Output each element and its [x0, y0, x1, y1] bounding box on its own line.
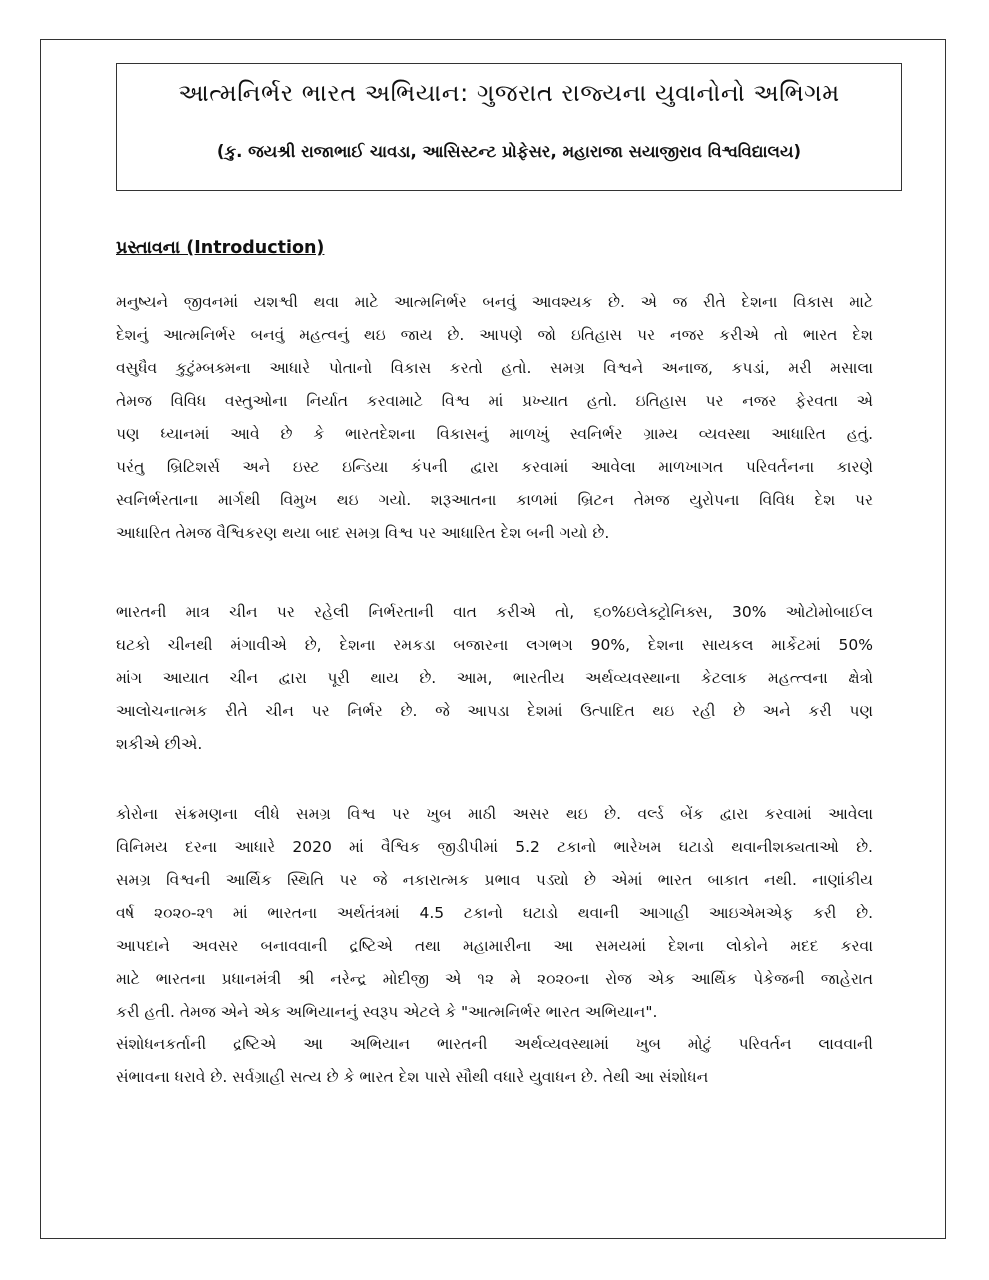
- document-title: આત્મનિર્ભર ભારત અભિયાન: ગુજરાત રાજ્યના યુવાનોનો અભિગમ: [178, 79, 840, 107]
- text-line: સમગ્ર વિશ્વની આર્થિક સ્થિતિ પર જે નકારાત્મક પ્રભાવ પડ્યો છે એમાં ભારત બાકાત નથી. નાણાંકીય: [116, 871, 873, 889]
- text-line: સંશોધનકર્તાની દ્રષ્ટિએ આ અભિયાન ભારતની અર્થવ્યવસ્થામાં ખુબ મોટું પરિવર્તન લાવવાની: [116, 1035, 873, 1053]
- text-line: કરી હતી. તેમજ એને એક અભિયાનનું સ્વરૂપ એટલે કે "આત્મનિર્ભર ભારત અભિયાન".: [116, 1003, 658, 1021]
- text-line: કોરોના સંક્રમણના લીધે સમગ્ર વિશ્વ પર ખુબ માઠી અસર થઇ છે. વર્લ્ડ બેંક દ્વારા કરવામાં આવેલા: [116, 805, 873, 823]
- text-line: મનુષ્યને જીવનમાં યશશ્વી થવા માટે આત્મનિર્ભર બનવું આવશ્યક છે. એ જ રીતે દેશના વિકાસ માટે: [116, 293, 873, 311]
- text-line: વિનિમય દરના આધારે 2020 માં વૈશ્વિક જીડીપીમાં 5.2 ટકાનો ભારેખમ ઘટાડો થવાનીશક્યતાઓ છે.: [116, 838, 873, 856]
- text-line: શકીએ છીએ.: [116, 735, 203, 753]
- text-line: પરંતુ બ્રિટિશર્સ અને ઇસ્ટ ઇન્ડિયા કંપની દ્વારા કરવામાં આવેલા માળખાગત પરિવર્તનના કારણે: [116, 458, 873, 476]
- text-line: તેમજ વિવિધ વસ્તુઓના નિર્યાત કરવામાટે વિશ્વ માં પ્રખ્યાત હતો. ઇતિહાસ પર નજર ફેરવતા એ: [116, 392, 873, 410]
- title-box: [116, 63, 902, 191]
- paragraph-1: [116, 286, 873, 550]
- text-line: ભારતની માત્ર ચીન પર રહેલી નિર્ભરતાની વાત કરીએ તો, ૬૦%ઇલેક્ટ્રોનિક્સ, 30% ઓટોમોબાઈલ: [116, 603, 873, 621]
- text-line: માંગ આયાત ચીન દ્વારા પૂરી થાય છે. આમ, ભારતીય અર્થવ્યવસ્થાના કેટલાક મહત્ત્વના ક્ષેત્રો: [116, 669, 873, 687]
- paragraph-2: [116, 596, 873, 761]
- section-heading: પ્રસ્તાવના (Introduction): [116, 238, 325, 258]
- text-line: માટે ભારતના પ્રધાનમંત્રી શ્રી નરેન્દ્ર મોદીજી એ ૧૨ મે ૨૦૨૦ના રોજ એક આર્થિક પેકેજની જાહેરાત: [116, 970, 873, 988]
- text-line: દેશનું આત્મનિર્ભર બનવું મહત્વનું થઇ જાય છે. આપણે જો ઇતિહાસ પર નજર કરીએ તો ભારત દેશ: [116, 326, 873, 344]
- text-line: સ્વનિર્ભરતાના માર્ગથી વિમુખ થઇ ગયો. શરૂઆતના કાળમાં બ્રિટન તેમજ યુરોપના વિવિધ દેશ પર: [116, 491, 873, 509]
- paragraph-4: [116, 1028, 873, 1094]
- text-line: વર્ષ ૨૦૨૦-૨૧ માં ભારતના અર્થતંત્રમાં 4.5 ટકાનો ઘટાડો થવાની આગાહી આઇએમએફ કરી છે.: [116, 904, 873, 922]
- text-line: વસુધૈવ કુટુંમ્બક્મના આધારે પોતાનો વિકાસ કરતો હતો. સમગ્ર વિશ્વને અનાજ, કપડાં, મરી મસાલા: [116, 359, 873, 377]
- text-line: સંભાવના ધરાવે છે. સર્વગ્રાહી સત્ય છે કે ભારત દેશ પાસે સૌથી વધારે યુવાધન છે. તેથી આ સંશોધન: [116, 1068, 709, 1086]
- text-line: પણ ધ્યાનમાં આવે છે કે ભારતદેશના વિકાસનું માળખું સ્વનિર્ભર ગ્રામ્ય વ્યવસ્થા આધારિત હતું.: [116, 425, 873, 443]
- text-line: આલોચનાત્મક રીતે ચીન પર નિર્ભર છે. જે આપડા દેશમાં ઉત્પાદિત થઇ રહી છે અને કરી પણ: [116, 702, 873, 720]
- author-line: (કુ. જયશ્રી રાજાભાઈ ચાવડા, આસિસ્ટન્ટ પ્રોફેસર, મહારાજા સયાજીરાવ વિશ્વવિદ્યાલય): [216, 142, 802, 161]
- paragraph-3: [116, 798, 873, 1029]
- text-line: ઘટકો ચીનથી મંગાવીએ છે, દેશના રમકડા બજારના લગભગ 90%, દેશના સાયકલ માર્કેટમાં 50%: [116, 636, 873, 654]
- text-line: આપદાને અવસર બનાવવાની દ્રષ્ટિએ તથા મહામારીના આ સમયમાં દેશના લોકોને મદદ કરવા: [116, 937, 873, 955]
- text-line: આધારિત તેમજ વૈશ્વિકરણ થયા બાદ સમગ્ર વિશ્વ પર આધારિત દેશ બની ગયો છે.: [116, 524, 610, 542]
